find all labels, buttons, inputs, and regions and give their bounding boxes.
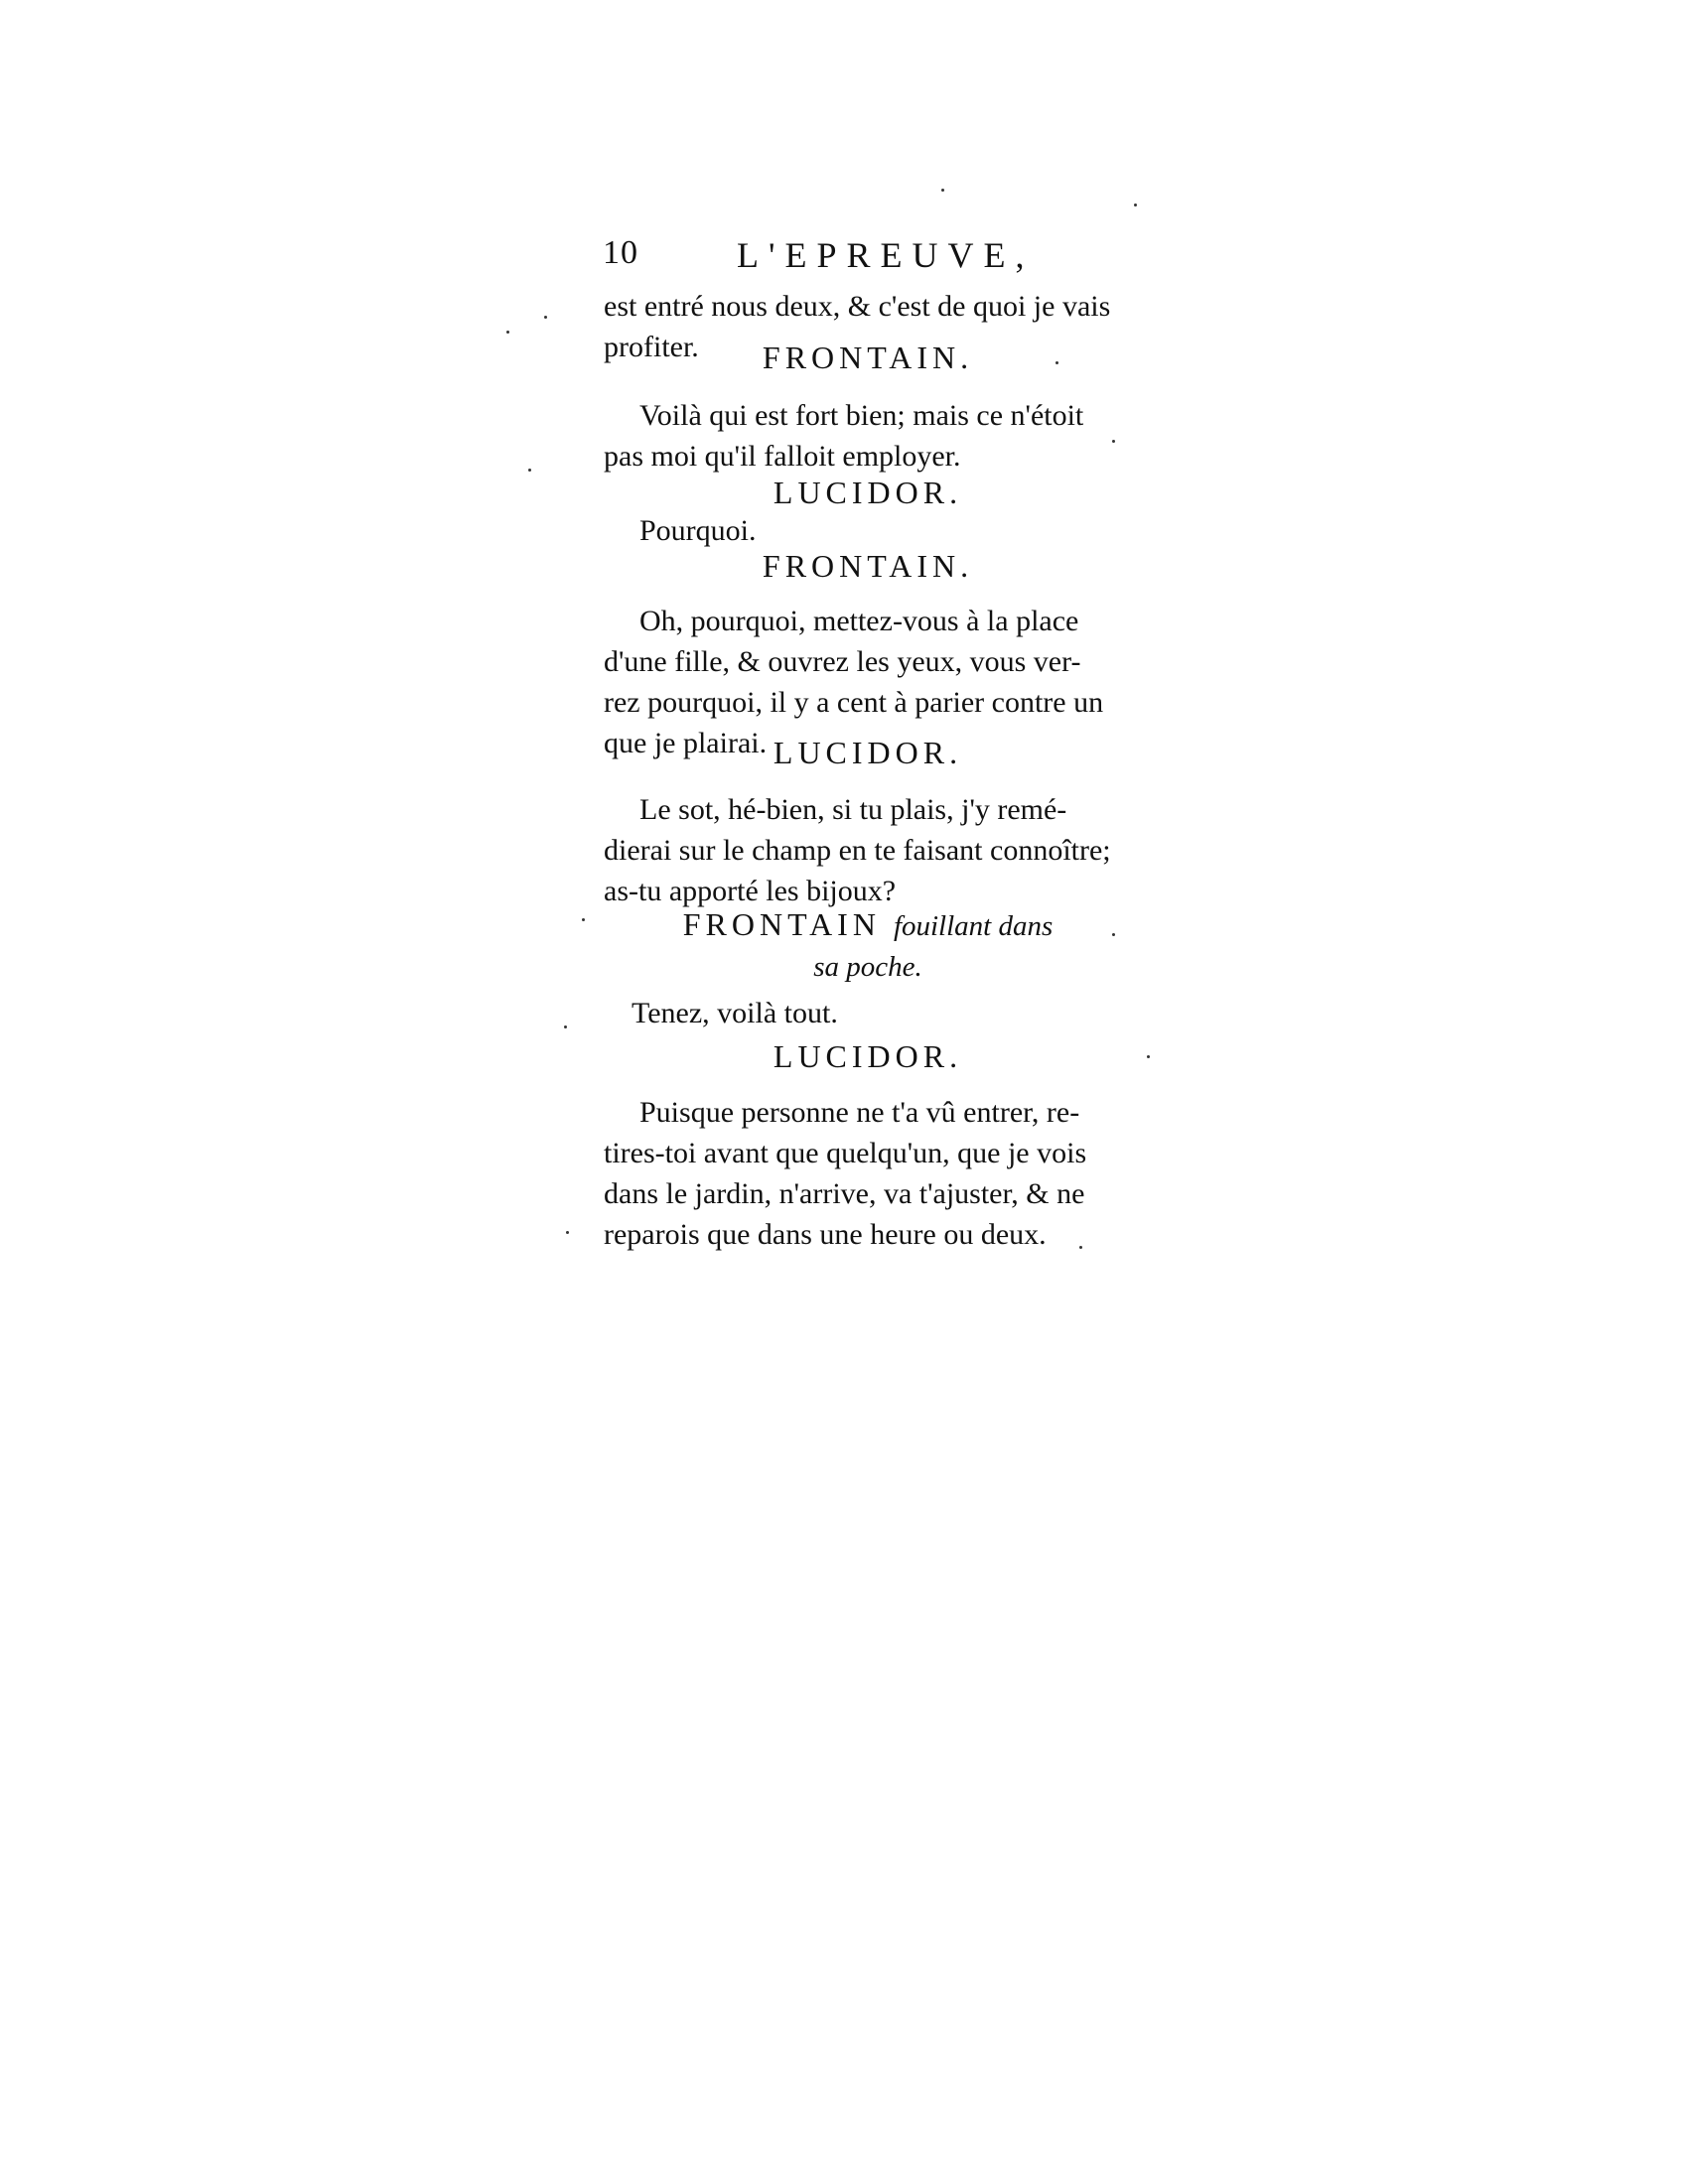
scan-speck — [1079, 1246, 1082, 1249]
speaker-name: FRONTAIN — [682, 906, 881, 942]
text-line: que je plairai. — [604, 727, 768, 759]
running-title: L'EPREUVE, — [737, 235, 1035, 275]
text-line: est entré nous deux, & c'est de quoi je vais — [604, 290, 1111, 323]
text-line: Tenez, voilà tout. — [632, 997, 838, 1029]
text-line: d'une fille, & ouvrez les yeux, vous ver- — [604, 645, 1081, 678]
text-line: Pourquoi. — [639, 514, 757, 547]
stage-direction: fouillant dans — [893, 910, 1054, 942]
stage-direction-continued: sa poche. — [813, 951, 922, 983]
scan-speck — [1055, 361, 1058, 364]
speaker-name: FRONTAIN. — [762, 548, 974, 584]
speaker-name: FRONTAIN. — [762, 340, 974, 375]
page-header — [603, 234, 1159, 284]
speaker-name: LUCIDOR. — [773, 735, 963, 770]
scan-speck — [1147, 1055, 1150, 1058]
text-line: Oh, pourquoi, mettez-vous à la place — [639, 605, 1079, 637]
scan-speck — [528, 469, 531, 472]
speaker-name: LUCIDOR. — [773, 1038, 963, 1074]
text-line: Puisque personne ne t'a vû entrer, re- — [639, 1096, 1080, 1129]
text-line: pas moi qu'il falloit employer. — [604, 440, 961, 473]
scan-speck — [1112, 440, 1115, 443]
text-line: dierai sur le champ en te faisant connoître; — [604, 834, 1111, 867]
dialogue-text — [596, 395, 1140, 477]
text-line: profiter. — [604, 331, 699, 363]
text-line: as-tu apporté les bijoux? — [604, 875, 897, 907]
speaker-with-stage-direction — [596, 906, 1140, 943]
scan-speck — [544, 316, 547, 319]
text-line: Voilà qui est fort bien; mais ce n'étoit — [639, 399, 1084, 432]
dialogue-text — [596, 789, 1140, 911]
text-line: rez pourquoi, il y a cent à parier contre un — [604, 686, 1104, 719]
scan-speck — [564, 1025, 567, 1028]
text-line: reparois que dans une heure ou deux. — [604, 1218, 1047, 1251]
dialogue-text — [596, 1092, 1140, 1255]
scan-speck — [941, 189, 944, 192]
scan-speck — [566, 1231, 569, 1234]
scan-speck — [582, 918, 585, 921]
text-line: Le sot, hé-bien, si tu plais, j'y remé- — [639, 793, 1067, 826]
speaker-name: LUCIDOR. — [773, 475, 963, 510]
scan-speck — [1134, 204, 1137, 206]
text-line: tires-toi avant que quelqu'un, que je vois — [604, 1137, 1087, 1169]
text-line: dans le jardin, n'arrive, va t'ajuster, & ne — [604, 1177, 1085, 1210]
scan-speck — [506, 331, 509, 334]
dialogue-text — [596, 993, 1140, 1033]
dialogue-text — [596, 510, 1140, 551]
scan-speck — [1112, 933, 1115, 936]
page-number: 10 — [603, 234, 638, 271]
